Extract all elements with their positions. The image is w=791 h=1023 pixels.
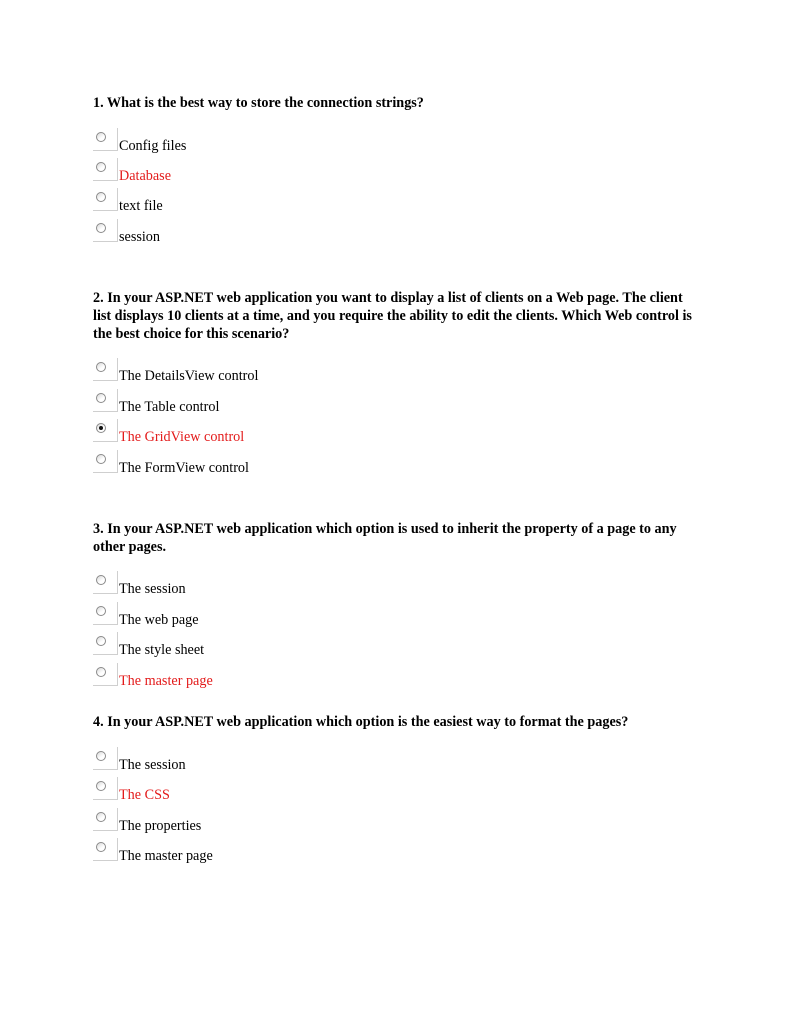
question-1-text: 1. What is the best way to store the connection strings? [93,95,424,111]
radio-button[interactable] [96,162,106,172]
question-1 [93,94,703,112]
option-label: The FormView control [119,460,249,476]
radio-button[interactable] [96,606,106,616]
radio-button[interactable] [96,781,106,791]
radio-button-selected[interactable] [96,423,106,433]
question-3-text: 3. In your ASP.NET web application which option is used to inherit the property of a page to any other pages. [93,521,677,555]
question-4-text: 4. In your ASP.NET web application which option is the easiest way to format the pages? [93,714,629,730]
option-label: The session [119,581,186,597]
option-label: The master page [119,848,213,864]
option-label: The style sheet [119,642,205,658]
radio-button[interactable] [96,575,106,585]
radio-button[interactable] [96,636,106,646]
radio-button[interactable] [96,132,106,142]
option-label: The web page [119,612,199,628]
option-label-correct: The CSS [119,787,170,803]
option-label-correct: Database [119,168,171,184]
radio-button[interactable] [96,223,106,233]
question-2 [93,289,703,343]
radio-button[interactable] [96,667,106,677]
option-label: session [119,229,160,245]
option-label: The DetailsView control [119,368,259,384]
question-4 [93,713,703,731]
question-3 [93,520,703,556]
radio-button[interactable] [96,454,106,464]
option-label: The session [119,757,186,773]
radio-button[interactable] [96,393,106,403]
radio-button[interactable] [96,192,106,202]
radio-button[interactable] [96,842,106,852]
option-label: The properties [119,818,202,834]
radio-button[interactable] [96,362,106,372]
option-label: The Table control [119,399,220,415]
option-label-correct: The master page [119,673,213,689]
option-label: Config files [119,138,187,154]
radio-button[interactable] [96,812,106,822]
radio-button[interactable] [96,751,106,761]
option-label: text file [119,198,163,214]
question-2-text: 2. In your ASP.NET web application you want to display a list of clients on a Web page. The client list displays 10 clients at a time, and you require the ability to edit the clients. Which Web control is the best choice for this scenario? [93,290,692,342]
option-label-correct: The GridView control [119,429,245,445]
